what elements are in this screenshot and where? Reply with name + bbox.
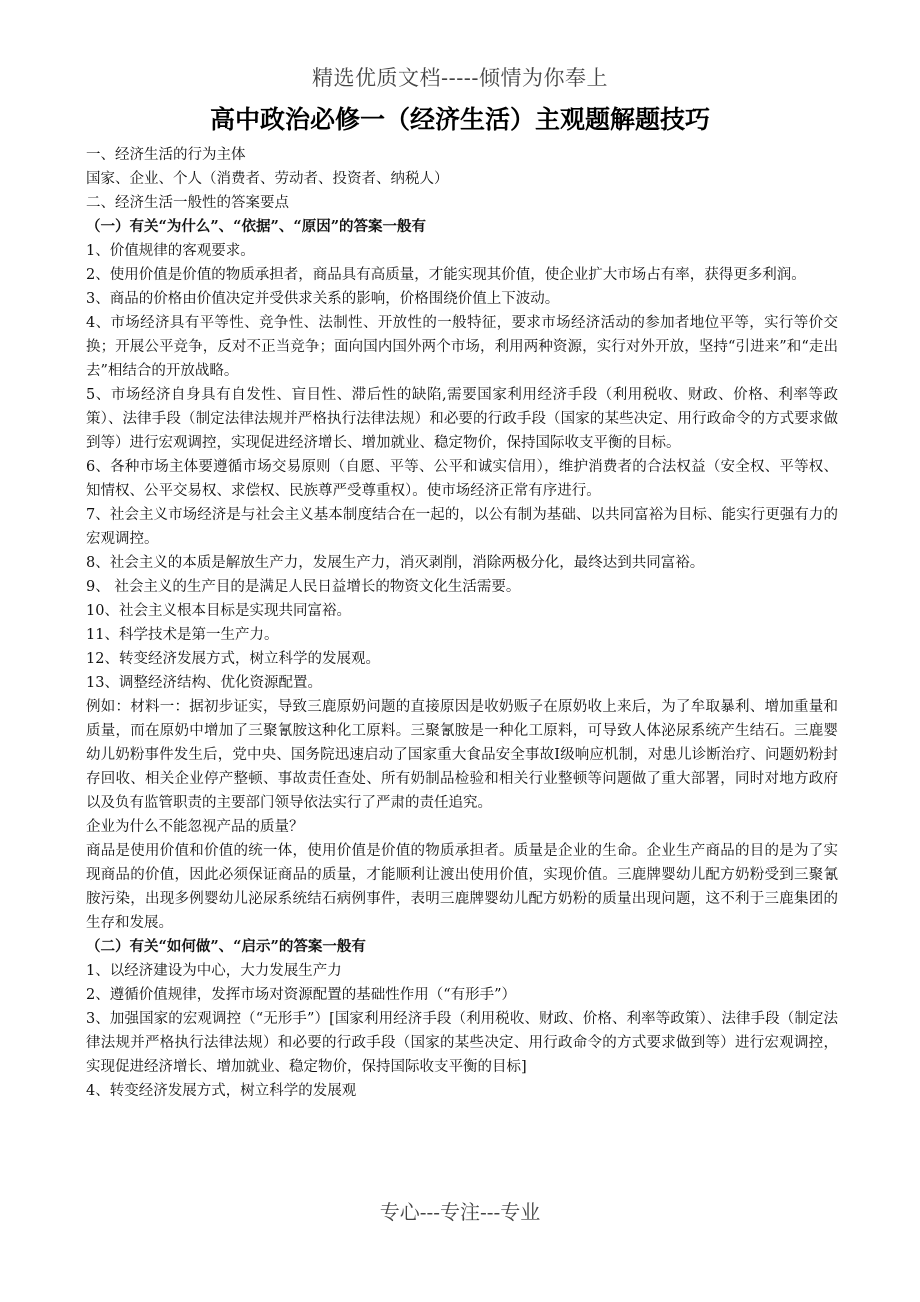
paragraph: 5、市场经济自身具有自发性、盲目性、滞后性的缺陷,需要国家利用经济手段（利用税收、财政、价格、利率等政策）、法律手段（制定法律法规并严格执行法律法规）和必要的行政手段（国家的某些决定、用行政命令的方式要求做到等）进行宏观调控，实现促进经济增长、增加就业、稳定物价，保持国际收支平衡的目标。 [86,387,838,451]
paragraph: 10、社会主义根本目标是实现共同富裕。 [86,603,351,619]
paragraph: 1、价值规律的客观要求。 [86,243,255,259]
paragraph: 7、社会主义市场经济是与社会主义基本制度结合在一起的，以公有制为基础、以共同富裕为目标、能实行更强有力的宏观调控。 [86,507,838,547]
paragraph: 二、经济生活一般性的答案要点 [86,195,289,211]
paragraph: 例如：材料一：据初步证实，导致三鹿原奶问题的直接原因是收奶贩子在原奶收上来后，为了牟取暴利、增加重量和质量，而在原奶中增加了三聚氰胺这种化工原料。三聚氰胺是一种化工原料，可导致人体泌尿系统产生结石。三鹿婴幼儿奶粉事件发生后，党中央、国务院迅速启动了国家重大食品安全事故Ⅰ级响应机制，对患儿诊断治疗、问题奶粉封存回收、相关企业停产整顿、事故责任查处、所有奶制品检验和相关行业整顿等问题做了重大部署，同时对地方政府以及负有监管职责的主要部门领导依法实行了严肃的责任追究。 [86,699,838,811]
paragraph: 6、各种市场主体要遵循市场交易原则（自愿、平等、公平和诚实信用），维护消费者的合法权益（安全权、平等权、知情权、公平交易权、求偿权、民族尊严受尊重权）。使市场经济正常有序进行。 [86,459,838,499]
paragraph: 1、以经济建设为中心，大力发展生产力 [86,963,342,979]
document-body [86,143,838,1103]
paragraph: 13、调整经济结构、优化资源配置。 [86,675,322,691]
paragraph: 12、转变经济发展方式，树立科学的发展观。 [86,651,380,667]
paragraph: 企业为什么不能忽视产品的质量？ [86,819,304,835]
paragraph: 商品是使用价值和价值的统一体，使用价值是价值的物质承担者。质量是企业的生命。企业生产商品的目的是为了实现商品的价值，因此必须保证商品的质量，才能顺利让渡出使用价值，实现价值。三鹿牌婴幼儿配方奶粉受到三聚氰胺污染，出现多例婴幼儿泌尿系统结石病例事件，表明三鹿牌婴幼儿配方奶粉的质量出现问题，这不利于三鹿集团的生存和发展。 [86,843,838,931]
paragraph: 8、社会主义的本质是解放生产力，发展生产力，消灭剥削，消除两极分化，最终达到共同富裕。 [86,555,705,571]
paragraph: 2、使用价值是价值的物质承担者，商品具有高质量，才能实现其价值，使企业扩大市场占有率，获得更多利润。 [86,267,806,283]
paragraph: 9、 社会主义的生产目的是满足人民日益增长的物资文化生活需要。 [86,579,521,595]
paragraph: 一、经济生活的行为主体 [86,147,246,163]
section-heading: （一）有关“为什么”、“依据”、“原因”的答案一般有 [86,218,427,235]
page-header: 精选优质文档-----倾情为你奉上 [312,66,608,90]
paragraph: 2、遵循价值规律，发挥市场对资源配置的基础性作用（“有形手”） [86,987,517,1003]
document-title: 高中政治必修一（经济生活）主观题解题技巧 [209,105,710,134]
paragraph: 3、商品的价格由价值决定并受供求关系的影响，价格围绕价值上下波动。 [86,291,560,307]
page-footer: 专心---专注---专业 [379,1200,541,1224]
paragraph: 3、加强国家的宏观调控（“无形手”）[国家利用经济手段（利用税收、财政、价格、利率等政策）、法律手段（制定法律法规并严格执行法律法规）和必要的行政手段（国家的某些决定、用行政命令的方式要求做到等）进行宏观调控，实现促进经济增长、增加就业、稳定物价，保持国际收支平衡的目标] [86,1011,838,1075]
paragraph: 4、市场经济具有平等性、竞争性、法制性、开放性的一般特征，要求市场经济活动的参加者地位平等，实行等价交换；开展公平竞争，反对不正当竞争；面向国内国外两个市场，利用两种资源，实行对外开放，坚持“引进来”和“走出去”相结合的开放战略。 [86,315,838,379]
paragraph: 国家、企业、个人（消费者、劳动者、投资者、纳税人） [86,171,449,187]
paragraph: 4、转变经济发展方式，树立科学的发展观 [86,1083,357,1099]
paragraph: 11、科学技术是第一生产力。 [86,627,279,643]
section-heading: （二）有关“如何做”、“启示”的答案一般有 [86,938,366,955]
